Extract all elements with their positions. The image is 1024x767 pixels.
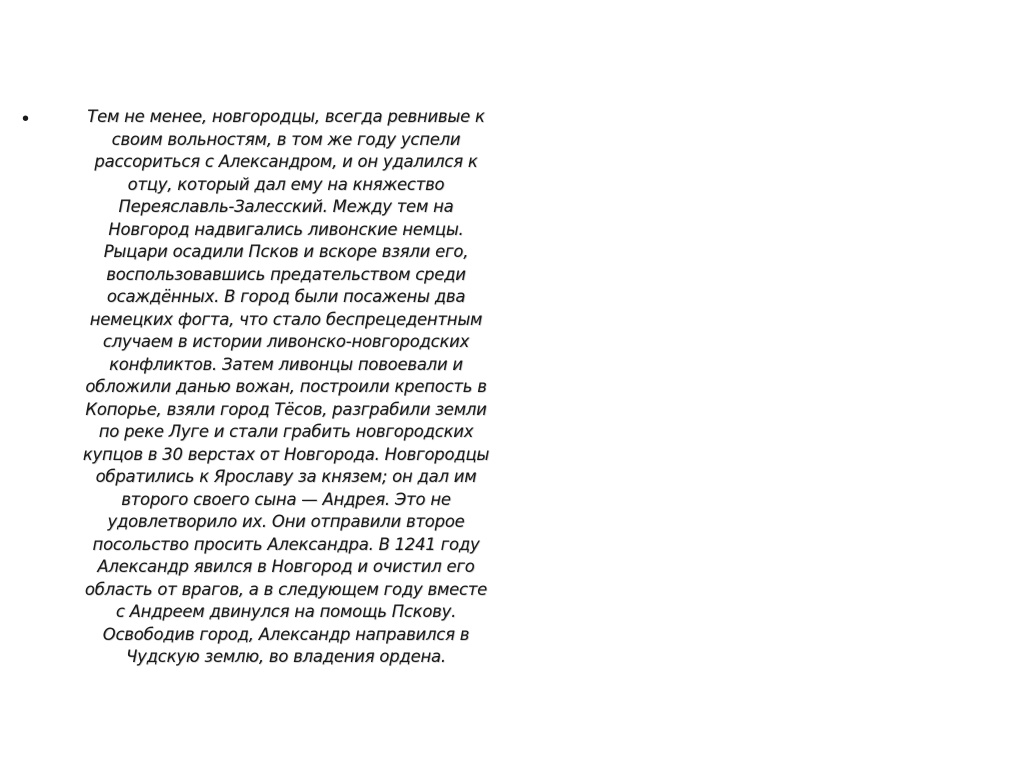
text-line: случаем в истории ливонско-новгородских <box>102 332 470 351</box>
text-line: Чудскую землю, во владения ордена. <box>126 647 446 666</box>
text-line: Новгород надвигались ливонские немцы. <box>108 219 464 239</box>
text-line: Освободив город, Александр направился в <box>102 624 470 644</box>
text-line: с Андреем двинулся на помощь Пскову. <box>115 602 457 621</box>
text-line: обложили данью вожан, построили крепость в <box>85 377 487 396</box>
text-line: посольство просить Александра. В 1241 году <box>92 534 480 554</box>
text-line: конфликтов. Затем ливонцы повоевали и <box>109 354 463 374</box>
text-line: Переяславль-Залесский. Между тем на <box>118 197 454 216</box>
text-line: Копорье, взяли город Тёсов, разграбили земли <box>85 399 487 419</box>
text-line: воспользовавшись предательством среди <box>106 264 466 284</box>
text-line: немецких фогта, что стало беспрецедентным <box>89 309 483 329</box>
text-line: Тем не менее, новгородцы, всегда ревнивые к <box>87 107 485 126</box>
text-line: осаждённых. В город были посажены два <box>106 287 466 306</box>
text-line: рассориться с Александром, и он удалился к <box>94 152 478 171</box>
text-line: своим вольностям, в том же году успели <box>111 129 461 149</box>
body-paragraph <box>40 106 532 669</box>
text-line: удовлетворило их. Они отправили второе <box>107 512 465 531</box>
text-line: отцу, который дал ему на княжество <box>127 174 445 194</box>
text-line: по реке Луге и стали грабить новгородских <box>98 422 474 441</box>
text-line: купцов в 30 верстах от Новгорода. Новгородцы <box>82 444 490 464</box>
text-line: Александр явился в Новгород и очистил его <box>97 557 475 576</box>
text-line: Рыцари осадили Псков и вскоре взяли его, <box>103 242 469 261</box>
text-line: область от врагов, а в следующем году вместе <box>84 579 488 599</box>
bullet-marker: • <box>22 108 30 130</box>
text-line: обратились к Ярославу за князем; он дал им <box>95 467 477 486</box>
text-line: второго своего сына — Андрея. Это не <box>121 489 451 509</box>
